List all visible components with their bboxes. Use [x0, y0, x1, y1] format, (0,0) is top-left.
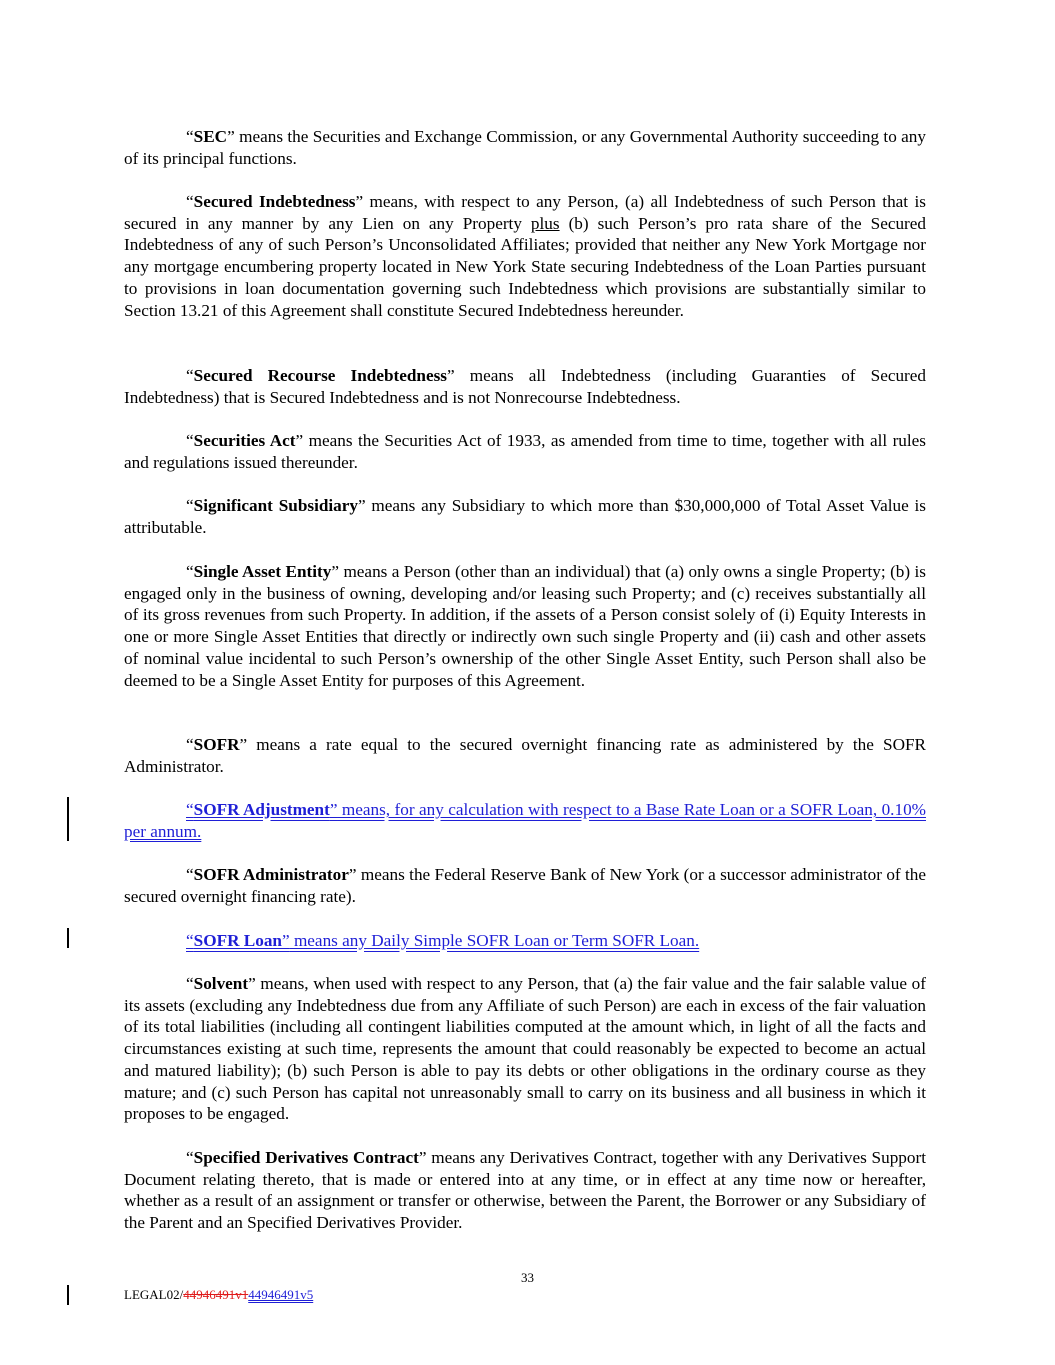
definition-sofr: “SOFR” means a rate equal to the secured overnight financing rate as administered by the SOFR Administrator.	[124, 735, 926, 776]
definition-body: means any Derivatives Contract, together with any Derivatives Support Document relating thereto, that is made or entered into at any time, or in effect at any time now or hereafter, whether as a result of an assignment or transfer or otherwise, between the Parent, the Borrower or any Subsidiary of the Parent and an Specified Derivatives Provider.	[124, 1148, 926, 1233]
definition-body: means, with respect to any Person, (a) all Indebtedness of such Person that is secured in any manner by any Lien on any Property	[124, 192, 926, 233]
defined-term: Solvent	[193, 974, 249, 993]
definition-body: means the Securities and Exchange Commission, or any Governmental Authority succeeding to any of its principal functions.	[124, 127, 926, 168]
defined-term: Significant Subsidiary	[193, 496, 358, 515]
underlined-word: plus	[530, 213, 560, 233]
definition-secured-indebtedness: “Secured Indebtedness” means, with respect to any Person, (a) all Indebtedness of such Person that is secured in any manner by any Lien on any Property plus (b) such Person’s pro rata share of the Secured Indebtedness of any of such Person’s Unconsolidated Affiliates; provided that neither any New York Mortgage nor any mortgage encumbering property located in New York State securing Indebtedness of the Loan Parties pursuant to provisions in loan documentation governing such Indebtedness which provisions are substantially similar to Section 13.21 of this Agreement shall constitute Secured Indebtedness hereunder.	[124, 192, 926, 320]
definition-significant-subsidiary: “Significant Subsidiary” means any Subsidiary to which more than $30,000,000 of Total Asset Value is attributable.	[124, 496, 927, 537]
definition-sofr-loan-inserted: “SOFR Loan” means any Daily Simple SOFR Loan or Term SOFR Loan.	[186, 931, 700, 950]
footer-prefix: LEGAL02/	[124, 1287, 184, 1302]
definition-sofr-adjustment-inserted: “SOFR Adjustment” means, for any calculation with respect to a Base Rate Loan or a SOFR Loan, 0.10% per annum.	[124, 800, 926, 841]
definition-secured-recourse-indebtedness: “Secured Recourse Indebtedness” means all Indebtedness (including Guaranties of Secured Indebtedness) that is Secured Indebtedness and is not Nonrecourse Indebtedness.	[124, 366, 926, 407]
defined-term: SOFR Loan	[193, 931, 282, 950]
defined-term: SOFR Adjustment	[193, 800, 330, 819]
definition-specified-derivatives-contract: “Specified Derivatives Contract” means any Derivatives Contract, together with any Derivatives Support Document relating thereto, that is made or entered into at any time, or in effect at any time now or hereafter, whether as a result of an assignment or transfer or otherwise, between the Parent, the Borrower or any Subsidiary of the Parent and an Specified Derivatives Provider.	[124, 1148, 926, 1233]
definition-body: means the Federal Reserve Bank of New York (or a successor administrator of the secured overnight financing rate).	[124, 865, 926, 906]
change-bar	[67, 1285, 69, 1305]
definition-solvent: “Solvent” means, when used with respect to any Person, that (a) the fair value and the fair salable value of its assets (excluding any Indebtedness due from any Affiliate of such Person) are each in excess of the fair valuation of its total liabilities (including all contingent liabilities computed at the amount which, in light of all the facts and circumstances existing at such time, represents the amount that could reasonably be expected to become an actual and matured liability); (b) such Person is able to pay its debts or other obligations in the ordinary course as they mature; and (c) such Person has capital not unreasonably small to carry on its business and all business in which it proposes to be engaged.	[124, 974, 926, 1124]
definition-body: means any Subsidiary to which more than $30,000,000 of Total Asset Value is attributable.	[124, 496, 927, 537]
defined-term: Securities Act	[193, 431, 296, 450]
change-bar	[67, 928, 69, 948]
definition-body: means a rate equal to the secured overnight financing rate as administered by the SOFR Administrator.	[124, 735, 926, 776]
footer-deleted-version: 44946491v1	[183, 1287, 249, 1302]
defined-term: SEC	[193, 127, 228, 146]
defined-term: Secured Indebtedness	[193, 192, 356, 211]
definition-sofr-administrator: “SOFR Administrator” means the Federal Reserve Bank of New York (or a successor administrator of the secured overnight financing rate).	[124, 865, 926, 906]
defined-term: SOFR Administrator	[193, 865, 349, 884]
change-bar	[67, 797, 69, 841]
document-footer-id	[124, 1287, 313, 1303]
definition-body: means any Daily Simple SOFR Loan or Term SOFR Loan.	[289, 931, 700, 950]
definition-securities-act: “Securities Act” means the Securities Act of 1933, as amended from time to time, together with all rules and regulations issued thereunder.	[124, 431, 926, 472]
definition-body: means all Indebtedness (including Guaranties of Secured Indebtedness) that is Secured Indebtedness and is not Nonrecourse Indebtedness.	[124, 366, 926, 407]
page-number: 33	[521, 1270, 534, 1285]
definition-body: means a Person (other than an individual) that (a) only owns a single Property; (b) is engaged only in the business of owning, developing and/or leasing such Property; and (c) receives substantially all of its gross revenues from such Property. In addition, if the assets of a Person consist solely of (i) Equity Interests in one or more Single Asset Entities that directly or indirectly own such single Property and (ii) cash and other assets of nominal value incidental to such Person’s ownership of the other Single Asset Entity, such Person shall also be deemed to be a Single Asset Entity for purposes of this Agreement.	[124, 562, 926, 690]
defined-term: Single Asset Entity	[193, 562, 332, 581]
defined-term: Specified Derivatives Contract	[193, 1148, 419, 1167]
definition-single-asset-entity: “Single Asset Entity” means a Person (other than an individual) that (a) only owns a single Property; (b) is engaged only in the business of owning, developing and/or leasing such Property; and (c) receives substantially all of its gross revenues from such Property. In addition, if the assets of a Person consist solely of (i) Equity Interests in one or more Single Asset Entities that directly or indirectly own such single Property and (ii) cash and other assets of nominal value incidental to such Person’s ownership of the other Single Asset Entity, such Person shall also be deemed to be a Single Asset Entity for purposes of this Agreement.	[124, 562, 926, 690]
definition-body: means, for any calculation with respect to a Base Rate Loan or a SOFR Loan, 0.10% per annum.	[124, 800, 926, 841]
definition-sec: “SEC” means the Securities and Exchange Commission, or any Governmental Authority succeeding to any of its principal functions.	[124, 127, 926, 168]
definition-body: means, when used with respect to any Person, that (a) the fair value and the fair salable value of its assets (excluding any Indebtedness due from any Affiliate of such Person) are each in excess of the fair valuation of its total liabilities (including all contingent liabilities computed at the amount which, in light of all the facts and circumstances existing at such time, represents the amount that could reasonably be expected to become an actual and matured liability); (b) such Person is able to pay its debts or other obligations in the ordinary course as they mature; and (c) such Person has capital not unreasonably small to carry on its business and all business in which it proposes to be engaged.	[124, 974, 926, 1124]
footer-inserted-version: 44946491v5	[248, 1287, 314, 1302]
definition-body-continued: (b) such Person’s pro rata share of the Secured Indebtedness of any of such Person’s Unconsolidated Affiliates; provided that neither any New York Mortgage nor any mortgage encumbering property located in New York State securing Indebtedness of the Loan Parties pursuant to provisions in loan documentation governing such Indebtedness which provisions are substantially similar to Section 13.21 of this Agreement shall constitute Secured Indebtedness hereunder.	[124, 213, 926, 320]
defined-term: Secured Recourse Indebtedness	[193, 366, 447, 385]
definition-body: means the Securities Act of 1933, as amended from time to time, together with all rules and regulations issued thereunder.	[124, 431, 926, 472]
defined-term: SOFR	[193, 735, 240, 754]
